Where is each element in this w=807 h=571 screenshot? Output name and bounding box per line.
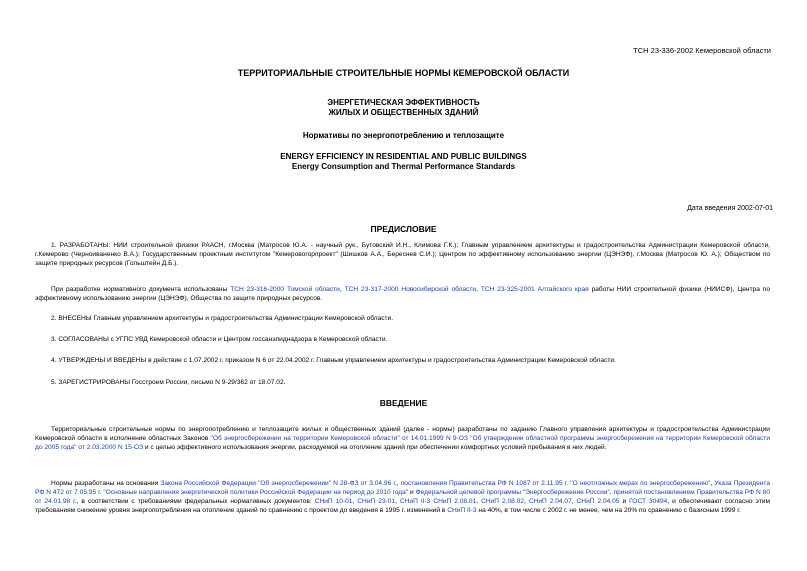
link-snip-2-08-01[interactable]: СНиП 2.08.01 bbox=[433, 498, 477, 505]
link-snip-2-08-02[interactable]: СНиП 2.08.02 bbox=[481, 498, 524, 505]
separator: , bbox=[710, 480, 715, 487]
preface-paragraph-2-text-a: При разработке нормативного документа использованы bbox=[51, 286, 231, 293]
link-snip-ii-3-amendments[interactable]: СНиП II-3 bbox=[447, 507, 477, 514]
separator: , bbox=[396, 480, 401, 487]
preface-paragraph-2-text-b: работы НИИ строительной физики (НИИСФ), Центра по эффективному использованию энергии (ЦЭНЭФ), Общества по защите природных ресурсов. bbox=[35, 286, 771, 302]
separator: , bbox=[339, 286, 345, 293]
link-federal-law-28-fz[interactable]: Закона Российской Федерации "Об энергосбережении" N 28-ФЗ от 3.04.96 г. bbox=[160, 480, 397, 487]
preface-paragraph-4 bbox=[35, 335, 770, 344]
link-snip-10-01[interactable]: СНиП 10-01 bbox=[314, 498, 353, 505]
separator: , bbox=[476, 498, 482, 505]
introduction-paragraph-2 bbox=[35, 479, 770, 515]
link-gost-30494[interactable]: ГОСТ 30494 bbox=[629, 498, 668, 505]
link-federal-program-energy-saving[interactable]: Федеральной целевой программы "Энергосбережение России", принятой постановлением Правительства РФ N 80 от 24.01.98 г. bbox=[35, 489, 770, 505]
preface-paragraph-3-text: 2. ВНЕСЕНЫ Главным управлением архитектуры и градостроительства Администрации Кемеровской области. bbox=[51, 315, 394, 322]
introduction-paragraph-1-text-a: Территориальные строительные нормы по энергопотреблению и теплозащите жилых и общественных зданий (далее - нормы) разработаны по заданию Главного управления архитектуры и градостроительства Администрации Кемеровской области в исполнение областных Законов bbox=[35, 426, 770, 442]
preface-paragraph-6 bbox=[35, 378, 770, 387]
link-tsn-23-325-2001[interactable]: ТСН 23-325-2001 Алтайского края bbox=[480, 286, 589, 293]
separator: и bbox=[408, 489, 416, 496]
preface-paragraph-1 bbox=[35, 241, 770, 268]
separator: , bbox=[524, 498, 529, 505]
link-government-resolution-1087[interactable]: постановления Правительства РФ N 1087 от 2.11.95 г. "О неотложных мерах по энергосбережению" bbox=[400, 480, 711, 487]
english-title-line-1: ENERGY EFFICIENCY IN RESIDENTIAL AND PUBLIC BUILDINGS bbox=[280, 152, 527, 161]
link-snip-23-01[interactable]: СНиП 23-01 bbox=[357, 498, 396, 505]
introduction-paragraph-1-text-b: и с целью эффективного использования энергии, расходуемой на отопление зданий при обеспечении комфортных условий пребывания в них людей. bbox=[143, 444, 607, 451]
english-title bbox=[0, 152, 807, 172]
separator: и bbox=[619, 498, 630, 505]
preface-heading: ПРЕДИСЛОВИЕ bbox=[370, 224, 437, 234]
separator: , и обеспечивают согласно этим требованиям снижение уровня энергопотребления на отопление зданий по сравнению с проектом до введения в 1995 г. изменений в bbox=[35, 498, 770, 514]
separator: , bbox=[352, 498, 358, 505]
separator: , bbox=[476, 286, 481, 293]
introduction-paragraph-2-text-a: Нормы разработаны на основании bbox=[51, 480, 161, 487]
main-title: ТЕРРИТОРИАЛЬНЫЕ СТРОИТЕЛЬНЫЕ НОРМЫ КЕМЕРОВСКОЙ ОБЛАСТИ bbox=[237, 68, 570, 78]
russian-title-line-2: ЖИЛЫХ И ОБЩЕСТВЕННЫХ ЗДАНИЙ bbox=[328, 108, 479, 117]
introduction-date: Дата введения 2002-07-01 bbox=[687, 205, 773, 212]
preface-paragraph-5 bbox=[35, 356, 770, 365]
link-tsn-23-316-2000[interactable]: ТСН 23-316-2000 Томской области bbox=[230, 286, 340, 293]
russian-title-line-1: ЭНЕРГЕТИЧЕСКАЯ ЭФФЕКТИВНОСТЬ bbox=[327, 98, 480, 107]
link-snip-2-04-05[interactable]: СНиП 2.04.05 bbox=[576, 498, 620, 505]
introduction-heading: ВВЕДЕНИЕ bbox=[379, 398, 428, 408]
link-law-energy-saving-kemerovo[interactable]: "Об энергосбережении на территории Кемеровской области" от 14.01.1999 N 9-ОЗ bbox=[210, 435, 468, 442]
preface-paragraph-5-text: 4. УТВЕРЖДЕНЫ И ВВЕДЕНЫ в действие с 1.07.2002 г. приказом N 6 от 22.04.2002 г. Главным управлением архитектуры и градостроительства Администрации Кемеровской области. bbox=[51, 357, 616, 364]
preface-paragraph-1-text: 1. РАЗРАБОТАНЫ: НИИ строительной физики РААСН, г.Москва (Матросов Ю.А. - научный рук., Бутовский И.Н., Климова Г.К.); Главным управлением архитектуры и градостроительства Администрации Кемеровской области, г.Кемерово (Черноиваненко В.А.); Государственным проектным институтом "Кемеровогорпроект" (Шишков А.А., Береснев С.И.); Центром по эффективному использованию энергии (ЦЭНЭФ), г.Москва (Матросов Ю. А.); Обществом по защите природных ресурсов (Гольштейн Д.Б.). bbox=[35, 242, 770, 267]
separator: , bbox=[395, 498, 400, 505]
introduction-paragraph-1 bbox=[35, 425, 770, 452]
english-title-line-2: Energy Consumption and Thermal Performance Standards bbox=[291, 162, 516, 171]
introduction-paragraph-2-text-b: на 40%, в том числе с 2002 г. не менее, чем на 20% по сравнению с базисным 1999 г. bbox=[476, 507, 741, 514]
document-code: ТСН 23-336-2002 Кемеровской области bbox=[633, 46, 771, 55]
preface-paragraph-4-text: 3. СОГЛАСОВАНЫ с УГПС УВД Кемеровской области и Центром госсанэпиднадзора в Кемеровской области. bbox=[51, 336, 388, 343]
russian-subtitle: Нормативы по энергопотреблению и теплозащите bbox=[302, 131, 505, 140]
russian-title bbox=[0, 98, 807, 118]
separator: , bbox=[571, 498, 577, 505]
preface-paragraph-3 bbox=[35, 314, 770, 323]
preface-paragraph-6-text: 5. ЗАРЕГИСТРИРОВАНЫ Госстроем России, письмо N 9-29/362 от 18.07.02. bbox=[51, 379, 286, 386]
link-snip-2-04-07[interactable]: СНиП 2.04.07 bbox=[528, 498, 572, 505]
preface-paragraph-2 bbox=[35, 285, 770, 303]
link-presidential-decree-472[interactable]: Указа Президента РФ N 472 от 7.05.95 г. "Основные направления энергетической политики Российской Федерации на период до 2010 года" bbox=[35, 480, 771, 496]
link-law-regional-program[interactable]: "Об утверждении областной программы энергосбережения на территории Кемеровской области до 2005 года" от 2.03.2000 N 15-ОЗ bbox=[35, 435, 771, 451]
link-snip-ii-3[interactable]: СНиП II-3 bbox=[399, 498, 431, 505]
separator: , в соответствии с требованиями федеральных нормативных документов: bbox=[76, 498, 315, 505]
link-tsn-23-317-2000[interactable]: ТСН 23-317-2000 Новосибирской области bbox=[344, 286, 477, 293]
